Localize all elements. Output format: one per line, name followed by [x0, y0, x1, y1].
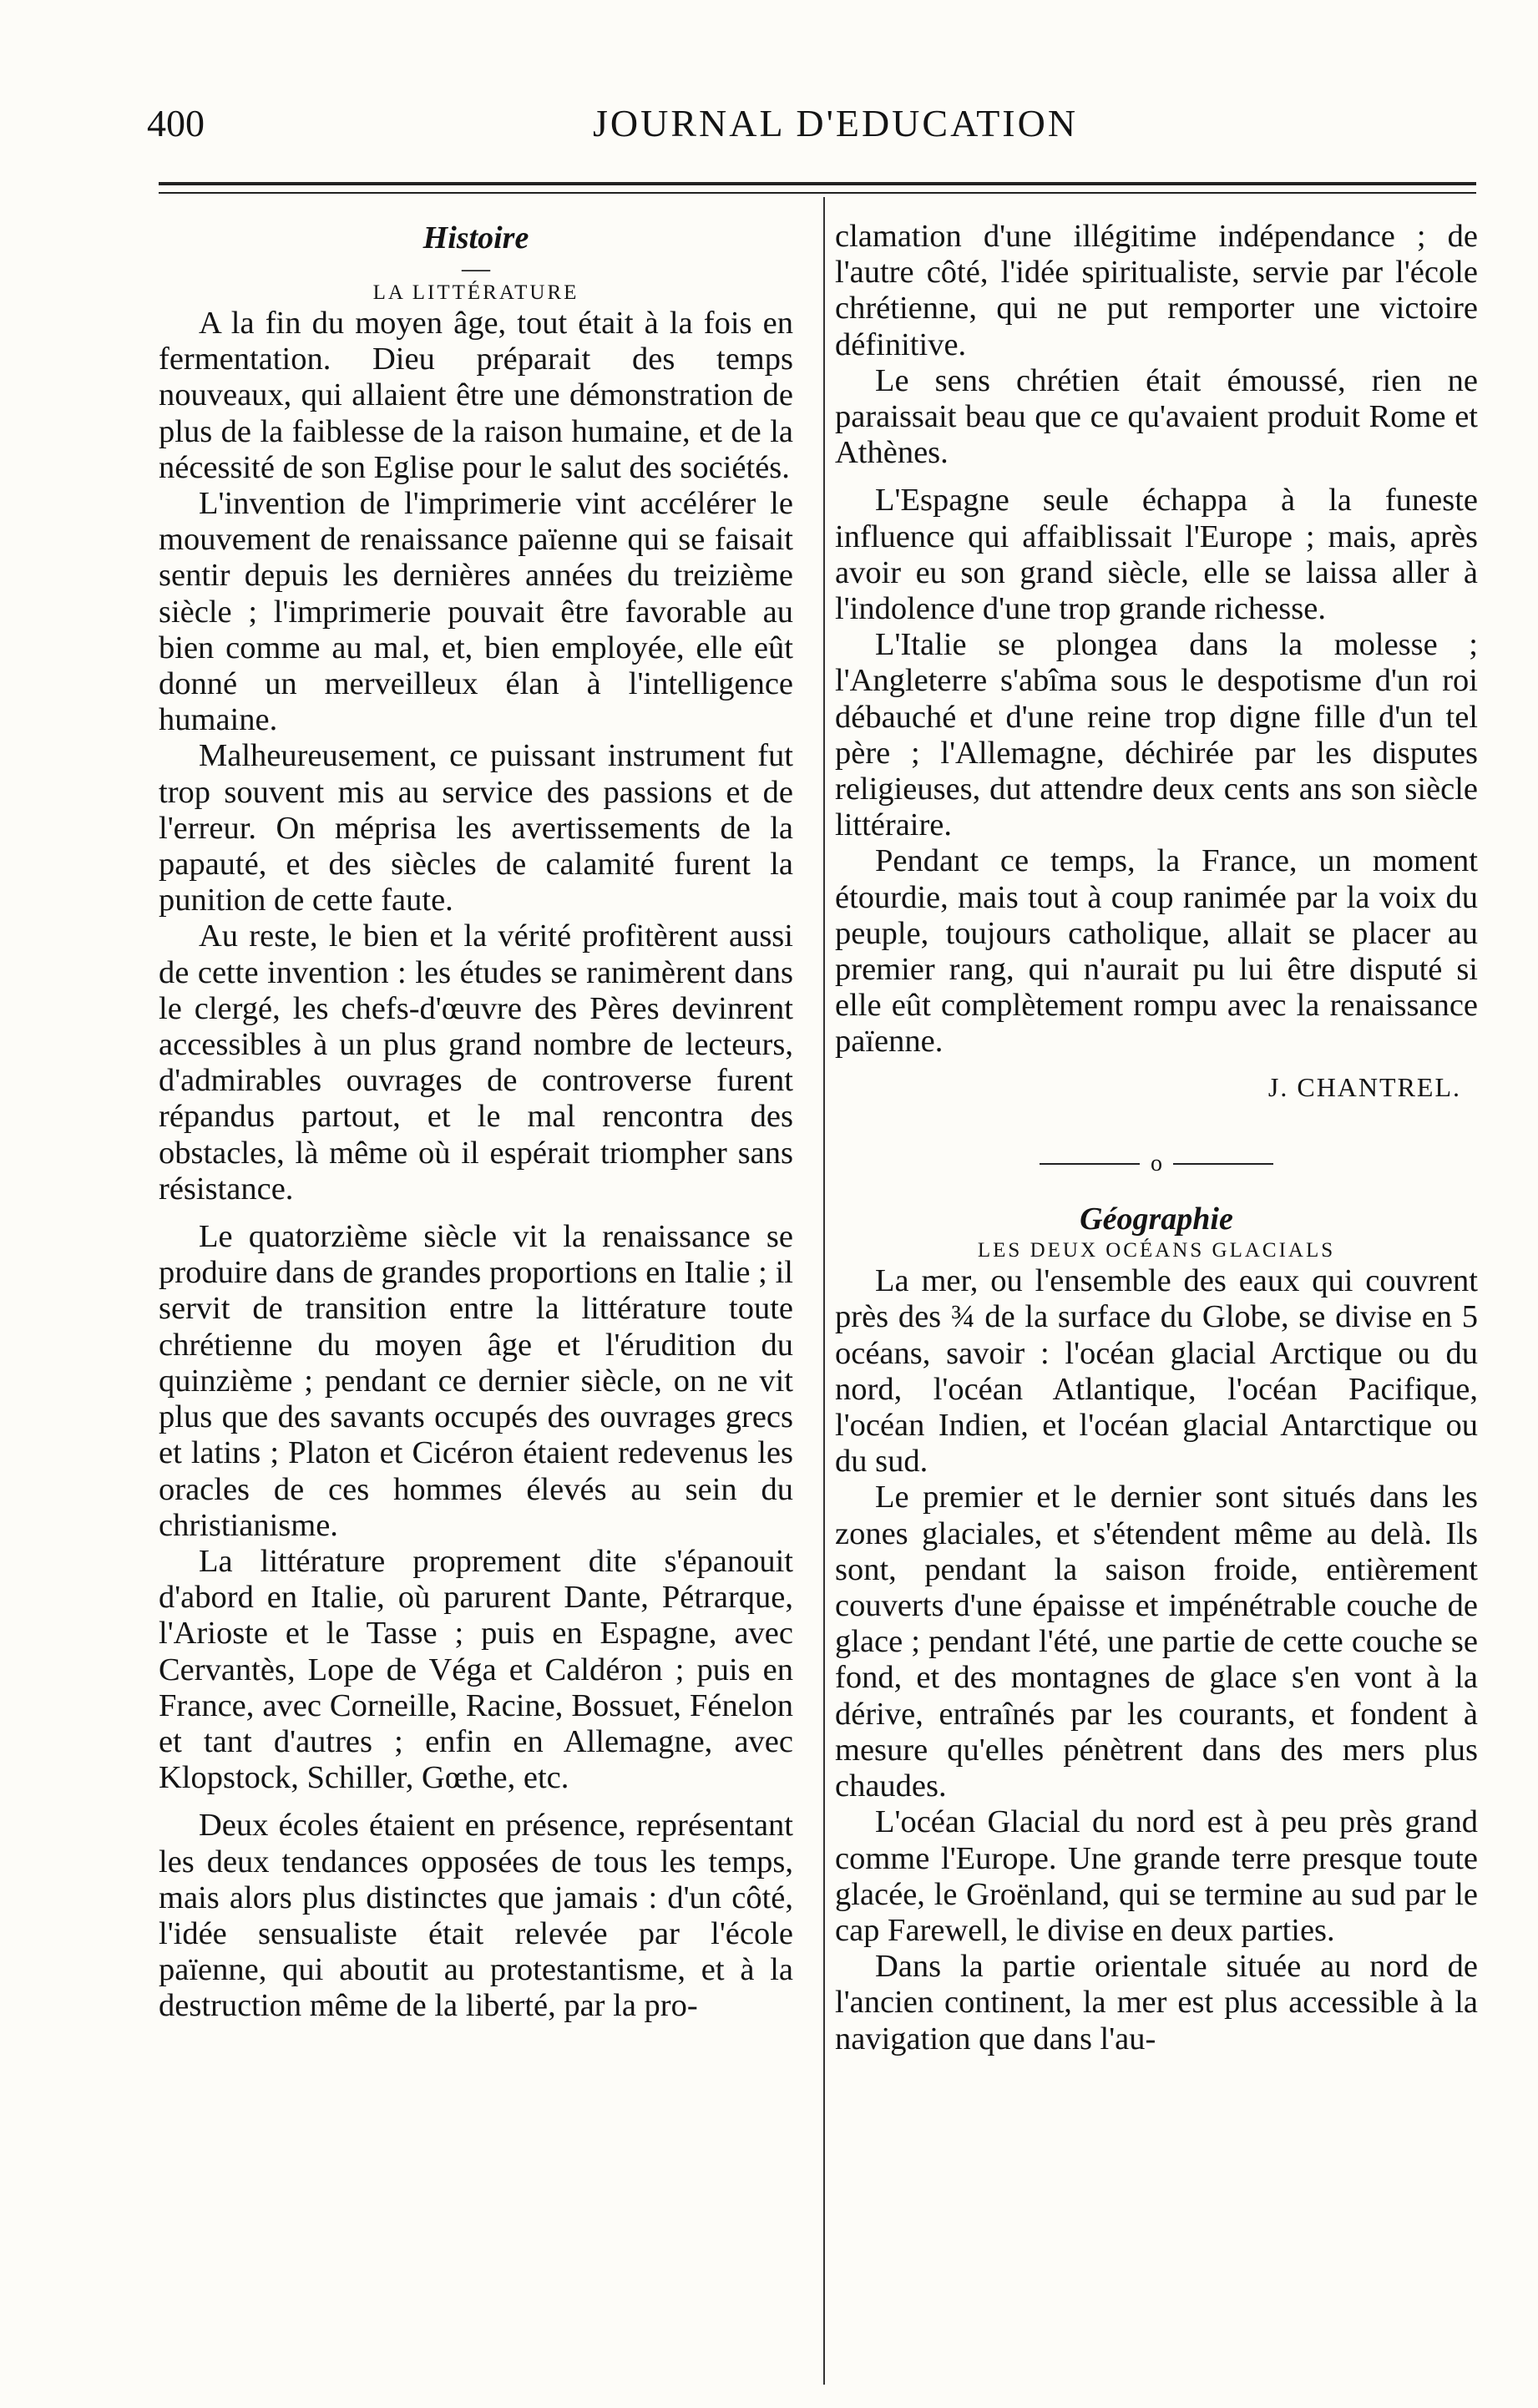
- paragraph: La mer, ou l'ensemble des eaux qui couvrent près des ¾ de la surface du Globe, se divise en 5 océans, savoir : l'océan glacial Arctique ou du nord, l'océan Atlantique, l'océan Pacifique, l'océan Indien, et l'océan glacial Antarctique ou du sud.: [835, 1263, 1478, 1480]
- paragraph-continuation: clamation d'une illégitime indépendance ; de l'autre côté, l'idée spiritualiste, servie par l'école chrétienne, qui ne put remporter une victoire définitive.: [835, 219, 1478, 362]
- ornament-line-left: [1040, 1163, 1140, 1165]
- section-title-geographie: Géographie: [1080, 1201, 1233, 1237]
- paragraph: L'océan Glacial du nord est à peu près grand comme l'Europe. Une grande terre presque toute glacée, le Groënland, qui se termine au sud par le cap Farewell, le divise en deux parties.: [835, 1804, 1478, 1948]
- ornament-circle: o: [1151, 1151, 1162, 1177]
- paragraph: La littérature proprement dite s'épanouit d'abord en Italie, où parurent Dante, Pétrarque, l'Arioste et le Tasse ; puis en Espagne, avec Cervantès, Lope de Véga et Caldéron ; puis en France, avec Corneille, Racine, Bossuet, Fénelon et tant d'autres ; enfin en Allemagne, avec Klopstock, Schiller, Gœthe, etc.: [159, 1543, 793, 1796]
- right-column: [835, 219, 1478, 2057]
- paragraph: Pendant ce temps, la France, un moment étourdie, mais tout à coup ranimée par la voix du peuple, toujours catholique, allait se placer au premier rang, qui n'aurait pu lui être disputé si elle eût complètement rompu avec la renaissance païenne.: [835, 843, 1478, 1060]
- page-header: [142, 99, 1478, 149]
- author-signature: J. CHANTREL.: [1267, 1071, 1461, 1102]
- left-column: [159, 219, 793, 2025]
- paragraph: A la fin du moyen âge, tout était à la fois en fermentation. Dieu préparait des temps nouveaux, qui allaient être une démonstration de plus de la faiblesse de la raison humaine, et de la nécessité de son Eglise pour le salut des sociétés.: [159, 306, 793, 485]
- section-subtitle-litterature: LA LITTÉRATURE: [372, 281, 579, 304]
- section-ornament: [835, 1151, 1478, 1177]
- paragraph: L'Italie se plongea dans la molesse ; l'Angleterre s'abîma sous le despotisme d'un roi débauché et d'une reine trop digne fille d'un tel père ; l'Allemagne, déchirée par les disputes religieuses, dut attendre deux cents ans son siècle littéraire.: [835, 627, 1478, 843]
- paragraph: Au reste, le bien et la vérité profitèrent aussi de cette invention : les études se ranimèrent dans le clergé, les chefs-d'œuvre des Pères devinrent accessibles à un plus grand nombre de lecteurs, d'admirables ouvrages de controverse furent répandus partout, et le mal rencontra des obstacles, là même où il espérait triompher sans résistance.: [159, 918, 793, 1207]
- section-dash: —: [462, 253, 490, 284]
- paragraph: L'Espagne seule échappa à la funeste influence qui affaiblissait l'Europe ; mais, après avoir eu son grand siècle, elle se laissa aller à l'indolence d'une trop grande richesse.: [835, 483, 1478, 627]
- header-rule-thin: [159, 192, 1476, 194]
- running-title: JOURNAL D'EDUCATION: [593, 102, 1079, 144]
- section-title-histoire: Histoire: [422, 220, 529, 255]
- paragraph: Malheureusement, ce puissant instrument fut trop souvent mis au service des passions et de l'erreur. On méprisa les avertissements de la papauté, et des siècles de calamité furent la punition de cette faute.: [159, 738, 793, 918]
- paragraph: Le quatorzième siècle vit la renaissance se produire dans de grandes proportions en Italie ; il servit de transition entre la littérature toute chrétienne du moyen âge et l'érudition du quinzième ; pendant ce dernier siècle, on ne vit plus que des savants occupés des ouvrages grecs et latins ; Platon et Cicéron étaient redevenus les oracles de ces hommes élevés au sein du christianisme.: [159, 1219, 793, 1543]
- column-divider: [823, 197, 825, 2385]
- paragraph: Le premier et le dernier sont situés dans les zones glaciales, et s'étendent même au delà. Ils sont, pendant la saison froide, entièrement couverts d'une épaisse et impénétrable couche de glace ; pendant l'été, une partie de cette couche se fond, et des montagnes de glace s'en vont à la dérive, entraînés par les courants, et fondent à mesure qu'elles pénètrent dans des mers plus chaudes.: [835, 1480, 1478, 1804]
- paragraph: Deux écoles étaient en présence, représentant les deux tendances opposées de tous les temps, mais alors plus distinctes que jamais : d'un côté, l'idée sensualiste était relevée par l'école païenne, qui aboutit au protestantisme, et à la destruction même de la liberté, par la pro-: [159, 1808, 793, 2024]
- page-number: 400: [147, 102, 205, 144]
- paragraph: L'invention de l'imprimerie vint accélérer le mouvement de renaissance païenne qui se faisait sentir depuis les dernières années du treizième siècle ; l'imprimerie pouvait être favorable au bien comme au mal, et, bien employée, elle eût donné un merveilleux élan à l'intelligence humaine.: [159, 486, 793, 738]
- paragraph: Le sens chrétien était émoussé, rien ne paraissait beau que ce qu'avaient produit Rome et Athènes.: [835, 362, 1478, 471]
- ornament-line-right: [1173, 1163, 1273, 1165]
- paragraph: Dans la partie orientale située au nord de l'ancien continent, la mer est plus accessible à la navigation que dans l'au-: [835, 1949, 1478, 2056]
- section-subtitle-oceans: LES DEUX OCÉANS GLACIALS: [977, 1239, 1336, 1262]
- header-rule-thick: [159, 182, 1476, 185]
